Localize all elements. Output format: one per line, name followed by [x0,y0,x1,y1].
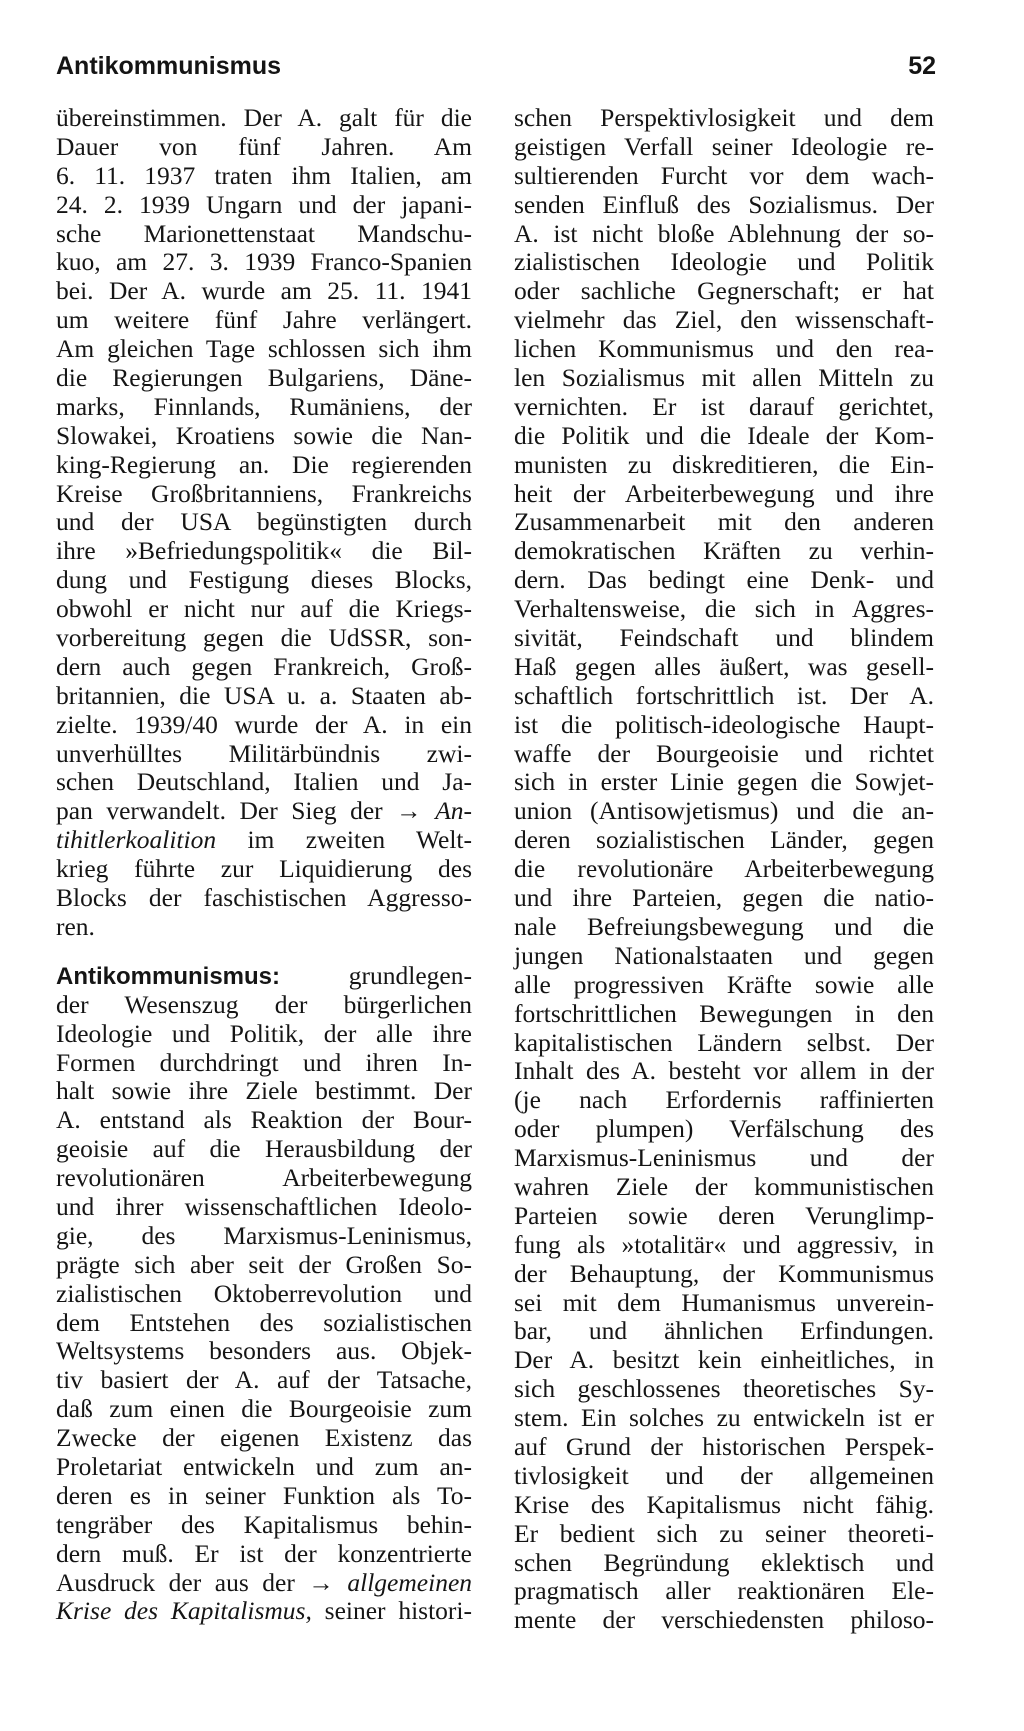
text-line: unverhülltes Militärbündnis zwi- [56,738,472,768]
text-line: demokratischen Kräften zu verhin- [514,536,934,566]
text-line: dern auch gegen Frankreich, Groß- [56,651,472,681]
text-line: Weltsystems besonders aus. Objek- [56,1336,472,1366]
text-line: len Sozialismus mit allen Mitteln zu [514,363,934,393]
text-line: britannien, die USA u. a. Staaten ab- [56,680,472,710]
text-line: nale Befreiungsbewegung und die [514,911,934,941]
text-fragment: Ausdruck der aus der [56,1567,295,1597]
page-number: 52 [908,52,936,80]
text-line: fung als »totalitär« und aggressiv, in [514,1229,934,1259]
text-line: und ihrer wissenschaftlichen Ideolo- [56,1191,472,1221]
text-line-with-reference [56,797,472,826]
text-fragment: grundlegen- [348,960,472,990]
entry-lemma: Antikommunismus: [56,962,281,990]
text-line: die revolutionäre Arbeiterbewegung [514,854,934,884]
text-line: zielte. 1939/40 wurde der A. in ein [56,709,472,739]
text-line: schen Deutschland, Italien und Ja- [56,767,472,797]
text-line: Proletariat entwickeln und zum an- [56,1451,472,1481]
text-line: oder sachliche Gegnerschaft; er hat [514,276,934,306]
text-line: obwohl er nicht nur auf die Kriegs- [56,594,472,624]
text-line: fortschrittlichen Bewegungen in den [514,998,934,1028]
text-line: ihre »Befriedungspolitik« die Bil- [56,536,472,566]
text-line: A. entstand als Reaktion der Bour- [56,1105,472,1135]
text-line: die Regierungen Bulgariens, Däne- [56,363,472,393]
entry-headline [56,962,472,991]
text-line: (je nach Erfordernis raffinierten [514,1085,934,1115]
text-line: sche Marionettenstaat Mandschu- [56,218,472,248]
text-line: A. ist nicht bloße Ablehnung der so- [514,218,934,248]
text-line: sivität, Feindschaft und blindem [514,623,934,653]
text-line: tengräber des Kapitalismus behin- [56,1509,472,1539]
text-line: vorbereitung gegen die UdSSR, son- [56,623,472,653]
running-head-title: Antikommunismus [56,52,282,80]
text-line: deren sozialistischen Länder, gegen [514,825,934,855]
text-line: geistigen Verfall seiner Ideologie re- [514,131,934,161]
text-line: zialistischen Ideologie und Politik [514,247,934,277]
text-line: prägte sich aber seit der Großen So- [56,1249,472,1279]
text-line: gie, des Marxismus-Leninismus, [56,1220,472,1250]
text-line: tiv basiert der A. auf der Tatsache, [56,1365,472,1395]
text-line: Am gleichen Tage schlossen sich ihm [56,334,472,364]
text-line: um weitere fünf Jahre verlängert. [56,305,472,335]
text-line: stem. Ein solches zu entwickeln ist er [514,1403,934,1433]
text-line: heit der Arbeiterbewegung und ihre [514,478,934,508]
right-column [514,104,934,1635]
cross-reference[interactable]: An- [435,796,473,826]
text-line: tivlosigkeit und der allgemeinen [514,1460,934,1490]
text-line: kuo, am 27. 3. 1939 Franco-Spanien [56,247,472,277]
text-line: dern. Das bedingt eine Denk- und [514,565,934,595]
text-line: dung und Festigung dieses Blocks, [56,565,472,595]
text-line: bar, und ähnlichen Erfindungen. [514,1316,934,1346]
text-line: dem Entstehen des sozialistischen [56,1307,472,1337]
text-line: Slowakei, Kroatiens sowie die Nan- [56,420,472,450]
text-line: übereinstimmen. Der A. galt für die [56,103,472,132]
text-line: schen Begründung eklektisch und [514,1547,934,1577]
text-line: ist die politisch-ideologische Haupt- [514,709,934,739]
text-line: Dauer von fünf Jahren. Am [56,131,472,161]
cross-reference[interactable]: Krise des Kapitalismus, [56,1596,312,1626]
text-line: dern muß. Er ist der konzentrierte [56,1538,472,1568]
text-line: 6. 11. 1937 traten ihm Italien, am [56,160,472,190]
text-line: Krise des Kapitalismus nicht fähig. [514,1489,934,1519]
text-line: alle progressiven Kräfte sowie alle [514,969,934,999]
text-line: der Wesenszug der bürgerlichen [56,989,472,1019]
text-line: sich in erster Linie gegen die Sowjet- [514,767,934,797]
entry-separator [56,942,472,962]
text-line: zialistischen Oktoberrevolution und [56,1278,472,1308]
text-line: Verhaltensweise, die sich in Aggres- [514,594,934,624]
text-line: Formen durchdringt und ihren In- [56,1047,472,1077]
text-line: Der A. besitzt kein einheitliches, in [514,1345,934,1375]
text-line: daß zum einen die Bourgeoisie zum [56,1394,472,1424]
reference-arrow: → [396,796,422,826]
text-line: Parteien sowie deren Verunglimp- [514,1200,934,1230]
text-line: mente der verschiedensten philoso- [514,1605,934,1635]
text-line: sich geschlossenes theoretisches Sy- [514,1374,934,1404]
text-line-with-reference [56,1569,472,1598]
text-line: waffe der Bourgeoisie und richtet [514,738,934,768]
text-line: revolutionären Arbeiterbewegung [56,1163,472,1193]
text-line: bei. Der A. wurde am 25. 11. 1941 [56,276,472,306]
text-line: vernichten. Er ist darauf gerichtet, [514,391,934,421]
text-line: Blocks der faschistischen Aggresso- [56,883,472,913]
text-line: schaftlich fortschrittlich ist. Der A. [514,680,934,710]
text-fragment: im zweiten Welt- [247,825,472,855]
text-line: Inhalt des A. besteht vor allem in der [514,1056,934,1086]
text-line: Kreise Großbritanniens, Frankreichs [56,478,472,508]
text-line: Zwecke der eigenen Existenz das [56,1423,472,1453]
cross-reference[interactable]: tihitlerkoalition [56,825,217,855]
text-line: geoisie auf die Herausbildung der [56,1134,472,1164]
running-head [56,52,936,86]
text-line: vielmehr das Ziel, den wissenschaft- [514,305,934,335]
text-line: Marxismus-Leninismus und der [514,1143,934,1173]
text-line: deren es in seiner Funktion als To- [56,1480,472,1510]
text-line: auf Grund der historischen Perspek- [514,1431,934,1461]
text-line: Er bedient sich zu seiner theoreti- [514,1518,934,1548]
cross-reference[interactable]: allgemeinen [347,1567,473,1597]
text-line: lichen Kommunismus und den rea- [514,334,934,364]
text-line: die Politik und die Ideale der Kom- [514,420,934,450]
text-line: halt sowie ihre Ziele bestimmt. Der [56,1076,472,1106]
text-line: ren. [56,911,95,941]
text-line: Ideologie und Politik, der alle ihre [56,1018,472,1048]
text-line: Zusammenarbeit mit den anderen [514,507,934,537]
text-line: sei mit dem Humanismus unverein- [514,1287,934,1317]
text-fragment: pan verwandelt. Der Sieg der [56,796,383,826]
text-fragment: seiner histori- [324,1596,472,1626]
text-line: der Behauptung, der Kommunismus [514,1258,934,1288]
text-line: munisten zu diskreditieren, die Ein- [514,449,934,479]
text-line: sultierenden Furcht vor dem wach- [514,160,934,190]
text-line: union (Antisowjetismus) und die an- [514,796,934,826]
left-column [56,104,472,1626]
text-line: oder plumpen) Verfälschung des [514,1114,934,1144]
text-line: wahren Ziele der kommunistischen [514,1171,934,1201]
text-line: Haß gegen alles äußert, was gesell- [514,651,934,681]
text-line: und der USA begünstigten durch [56,507,472,537]
text-line: senden Einfluß des Sozialismus. Der [514,189,934,219]
text-line: und ihre Parteien, gegen die natio- [514,883,934,913]
reference-arrow: → [308,1567,334,1597]
text-line: pragmatisch aller reaktionären Ele- [514,1576,934,1606]
text-line-with-reference [56,826,472,855]
text-line: jungen Nationalstaaten und gegen [514,940,934,970]
text-line: krieg führte zur Liquidierung des [56,854,472,884]
text-line: marks, Finnlands, Rumäniens, der [56,391,472,421]
text-line: kapitalistischen Ländern selbst. Der [514,1027,934,1057]
text-line: 24. 2. 1939 Ungarn und der japani- [56,189,472,219]
text-line: schen Perspektivlosigkeit und dem [514,103,934,132]
text-line-with-reference [56,1597,472,1626]
text-line: king-Regierung an. Die regierenden [56,449,472,479]
